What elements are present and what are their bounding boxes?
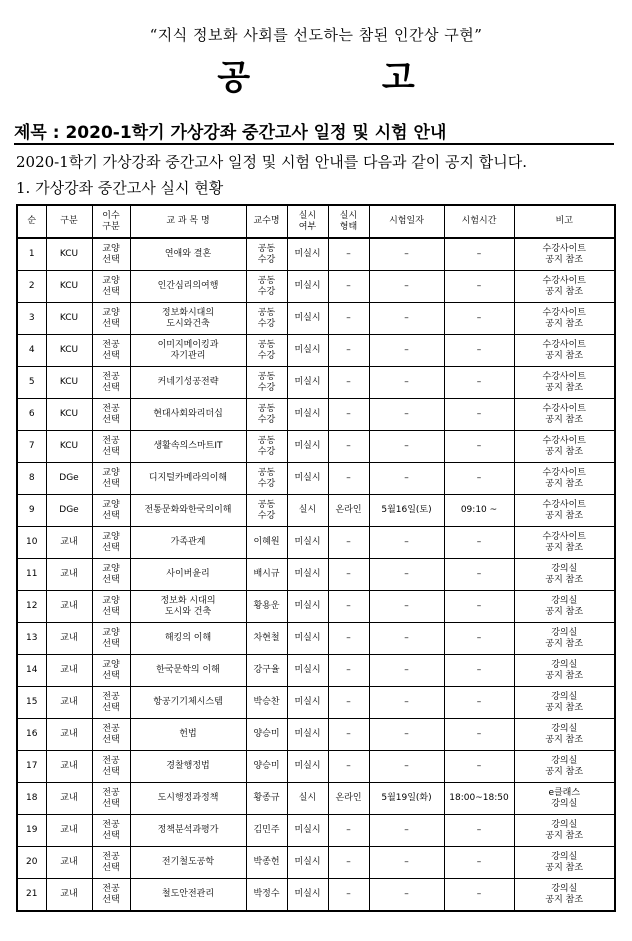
exam-schedule-table (16, 204, 616, 912)
row-held: 미실시 (287, 367, 328, 399)
row-form: – (328, 527, 369, 559)
row-number: 3 (17, 303, 46, 335)
row-date: – (369, 687, 444, 719)
row-professor: 황용운 (246, 591, 287, 623)
row-professor: 양승미 (246, 751, 287, 783)
row-professor: 양승미 (246, 719, 287, 751)
row-professor: 공동 수강 (246, 367, 287, 399)
row-form: – (328, 591, 369, 623)
row-professor: 공동 수강 (246, 399, 287, 431)
row-time: – (444, 847, 514, 879)
row-course-name: 가족관계 (130, 527, 246, 559)
row-date: – (369, 623, 444, 655)
title-divider (14, 143, 614, 145)
row-course-type: 교양 선택 (92, 271, 130, 303)
row-number: 5 (17, 367, 46, 399)
row-professor: 박정수 (246, 879, 287, 912)
row-form: – (328, 463, 369, 495)
row-number: 11 (17, 559, 46, 591)
row-time: – (444, 687, 514, 719)
row-category: KCU (46, 303, 92, 335)
row-course-name: 정보화시대의 도시와건축 (130, 303, 246, 335)
row-held: 미실시 (287, 847, 328, 879)
row-date: – (369, 559, 444, 591)
row-course-name: 디지털카메라의이해 (130, 463, 246, 495)
row-professor: 공동 수강 (246, 238, 287, 271)
row-form: – (328, 431, 369, 463)
table-row (17, 783, 615, 815)
row-time: – (444, 238, 514, 271)
row-held: 미실시 (287, 623, 328, 655)
row-course-type: 교양 선택 (92, 495, 130, 527)
row-number: 2 (17, 271, 46, 303)
row-number: 19 (17, 815, 46, 847)
row-category: 교내 (46, 815, 92, 847)
row-form: 온라인 (328, 783, 369, 815)
row-form: – (328, 719, 369, 751)
row-course-type: 교양 선택 (92, 527, 130, 559)
row-number: 16 (17, 719, 46, 751)
table-row (17, 623, 615, 655)
row-date: – (369, 719, 444, 751)
row-category: KCU (46, 271, 92, 303)
row-held: 미실시 (287, 431, 328, 463)
row-note: 수강사이트 공지 참조 (514, 495, 615, 527)
row-held: 미실시 (287, 655, 328, 687)
row-professor: 공동 수강 (246, 495, 287, 527)
row-number: 8 (17, 463, 46, 495)
row-course-type: 전공 선택 (92, 399, 130, 431)
row-note: e클래스 강의실 (514, 783, 615, 815)
row-time: – (444, 591, 514, 623)
row-course-type: 교양 선택 (92, 238, 130, 271)
row-note: 강의실 공지 참조 (514, 591, 615, 623)
row-date: – (369, 591, 444, 623)
row-form: – (328, 238, 369, 271)
row-professor: 공동 수강 (246, 463, 287, 495)
table-row (17, 271, 615, 303)
row-time: – (444, 399, 514, 431)
col-header-note: 비고 (514, 205, 615, 238)
row-held: 미실시 (287, 559, 328, 591)
row-course-type: 교양 선택 (92, 303, 130, 335)
row-category: 교내 (46, 655, 92, 687)
row-held: 실시 (287, 495, 328, 527)
row-number: 4 (17, 335, 46, 367)
row-course-type: 전공 선택 (92, 367, 130, 399)
row-course-name: 정보화 시대의 도시와 건축 (130, 591, 246, 623)
row-course-type: 교양 선택 (92, 559, 130, 591)
row-course-name: 연애와 결혼 (130, 238, 246, 271)
table-row (17, 879, 615, 912)
row-held: 미실시 (287, 751, 328, 783)
row-course-name: 정책분석과평가 (130, 815, 246, 847)
row-course-name: 도시행정과정책 (130, 783, 246, 815)
row-form: – (328, 879, 369, 912)
row-date: – (369, 463, 444, 495)
row-note: 수강사이트 공지 참조 (514, 431, 615, 463)
row-form: – (328, 271, 369, 303)
row-held: 미실시 (287, 591, 328, 623)
row-course-name: 항공기기체시스템 (130, 687, 246, 719)
row-time: – (444, 559, 514, 591)
row-category: 교내 (46, 687, 92, 719)
row-time: – (444, 879, 514, 912)
row-form: – (328, 335, 369, 367)
row-note: 수강사이트 공지 참조 (514, 463, 615, 495)
row-number: 6 (17, 399, 46, 431)
row-date: – (369, 367, 444, 399)
row-held: 미실시 (287, 687, 328, 719)
table-row (17, 431, 615, 463)
row-category: 교내 (46, 847, 92, 879)
row-professor: 이혜원 (246, 527, 287, 559)
row-note: 강의실 공지 참조 (514, 815, 615, 847)
row-time: – (444, 655, 514, 687)
table-row (17, 815, 615, 847)
row-professor: 강구율 (246, 655, 287, 687)
document-subject: 제목 : 2020-1학기 가상강좌 중간고사 일정 및 시험 안내 (14, 123, 447, 143)
row-category: DGe (46, 495, 92, 527)
row-category: 교내 (46, 591, 92, 623)
row-note: 수강사이트 공지 참조 (514, 271, 615, 303)
row-date: – (369, 879, 444, 912)
row-category: 교내 (46, 623, 92, 655)
row-course-name: 이미지메이킹과 자기관리 (130, 335, 246, 367)
row-course-name: 한국문학의 이해 (130, 655, 246, 687)
row-note: 강의실 공지 참조 (514, 559, 615, 591)
table-row (17, 495, 615, 527)
row-category: KCU (46, 367, 92, 399)
row-form: – (328, 815, 369, 847)
row-time: 18:00~18:50 (444, 783, 514, 815)
row-time: – (444, 751, 514, 783)
col-header-date: 시험일자 (369, 205, 444, 238)
row-number: 20 (17, 847, 46, 879)
row-note: 수강사이트 공지 참조 (514, 527, 615, 559)
row-course-name: 사이버윤리 (130, 559, 246, 591)
row-held: 미실시 (287, 879, 328, 912)
row-course-type: 교양 선택 (92, 623, 130, 655)
row-course-type: 전공 선택 (92, 847, 130, 879)
row-category: 교내 (46, 783, 92, 815)
row-professor: 박승찬 (246, 687, 287, 719)
table-row (17, 238, 615, 271)
table-row (17, 463, 615, 495)
row-held: 미실시 (287, 271, 328, 303)
row-time: – (444, 463, 514, 495)
row-held: 미실시 (287, 815, 328, 847)
row-held: 미실시 (287, 303, 328, 335)
row-number: 13 (17, 623, 46, 655)
row-course-name: 인간심리의여행 (130, 271, 246, 303)
row-course-type: 전공 선택 (92, 815, 130, 847)
row-course-type: 전공 선택 (92, 431, 130, 463)
row-held: 미실시 (287, 719, 328, 751)
row-professor: 차현철 (246, 623, 287, 655)
row-held: 미실시 (287, 238, 328, 271)
table-row (17, 719, 615, 751)
row-course-name: 전통문화와한국의이해 (130, 495, 246, 527)
row-course-name: 헌법 (130, 719, 246, 751)
row-date: – (369, 431, 444, 463)
row-category: 교내 (46, 751, 92, 783)
row-note: 수강사이트 공지 참조 (514, 335, 615, 367)
row-category: 교내 (46, 879, 92, 912)
row-date: – (369, 238, 444, 271)
row-course-name: 생활속의스마트IT (130, 431, 246, 463)
col-header-course-type: 이수 구분 (92, 205, 130, 238)
row-number: 7 (17, 431, 46, 463)
table-row (17, 751, 615, 783)
section-title: 1. 가상강좌 중간고사 실시 현황 (16, 179, 224, 197)
row-date: 5월19일(화) (369, 783, 444, 815)
table-row (17, 655, 615, 687)
row-date: – (369, 751, 444, 783)
table-row (17, 847, 615, 879)
row-form: – (328, 399, 369, 431)
row-category: 교내 (46, 527, 92, 559)
row-note: 수강사이트 공지 참조 (514, 399, 615, 431)
row-time: – (444, 815, 514, 847)
row-form: – (328, 303, 369, 335)
row-time: – (444, 719, 514, 751)
row-number: 9 (17, 495, 46, 527)
row-time: – (444, 335, 514, 367)
row-number: 21 (17, 879, 46, 912)
row-number: 18 (17, 783, 46, 815)
table-row (17, 687, 615, 719)
row-date: – (369, 335, 444, 367)
row-course-type: 전공 선택 (92, 783, 130, 815)
row-time: 09:10 ~ (444, 495, 514, 527)
row-course-name: 전기철도공학 (130, 847, 246, 879)
row-number: 12 (17, 591, 46, 623)
row-form: – (328, 559, 369, 591)
row-course-name: 현대사회와리더십 (130, 399, 246, 431)
row-form: – (328, 687, 369, 719)
row-professor: 배시규 (246, 559, 287, 591)
row-category: KCU (46, 431, 92, 463)
row-number: 1 (17, 238, 46, 271)
row-note: 강의실 공지 참조 (514, 655, 615, 687)
row-course-type: 전공 선택 (92, 719, 130, 751)
row-course-type: 전공 선택 (92, 687, 130, 719)
row-form: – (328, 367, 369, 399)
table-row (17, 367, 615, 399)
row-professor: 공동 수강 (246, 271, 287, 303)
row-course-type: 전공 선택 (92, 335, 130, 367)
table-row (17, 527, 615, 559)
row-number: 10 (17, 527, 46, 559)
row-note: 수강사이트 공지 참조 (514, 303, 615, 335)
row-note: 수강사이트 공지 참조 (514, 367, 615, 399)
slogan: “지식 정보화 사회를 선도하는 참된 인간상 구현” (149, 26, 483, 44)
row-time: – (444, 271, 514, 303)
row-number: 15 (17, 687, 46, 719)
table-row (17, 335, 615, 367)
row-course-type: 교양 선택 (92, 655, 130, 687)
row-date: – (369, 847, 444, 879)
row-date: – (369, 655, 444, 687)
col-header-professor: 교수명 (246, 205, 287, 238)
row-professor: 공동 수강 (246, 303, 287, 335)
row-time: – (444, 527, 514, 559)
row-held: 미실시 (287, 399, 328, 431)
row-date: – (369, 527, 444, 559)
row-category: 교내 (46, 559, 92, 591)
row-form: – (328, 847, 369, 879)
col-header-no: 순 (17, 205, 46, 238)
col-header-category: 구분 (46, 205, 92, 238)
row-time: – (444, 623, 514, 655)
row-note: 강의실 공지 참조 (514, 719, 615, 751)
row-form: – (328, 623, 369, 655)
table-row (17, 399, 615, 431)
row-held: 미실시 (287, 527, 328, 559)
row-note: 강의실 공지 참조 (514, 751, 615, 783)
row-number: 17 (17, 751, 46, 783)
row-note: 강의실 공지 참조 (514, 687, 615, 719)
table-body (17, 238, 615, 911)
row-category: KCU (46, 335, 92, 367)
row-course-type: 교양 선택 (92, 463, 130, 495)
row-professor: 공동 수강 (246, 431, 287, 463)
col-header-time: 시험시간 (444, 205, 514, 238)
row-note: 강의실 공지 참조 (514, 623, 615, 655)
row-date: 5월16일(토) (369, 495, 444, 527)
row-course-type: 교양 선택 (92, 591, 130, 623)
table-row (17, 559, 615, 591)
row-course-name: 철도안전관리 (130, 879, 246, 912)
table-row (17, 591, 615, 623)
intro-text: 2020-1학기 가상강좌 중간고사 일정 및 시험 안내를 다음과 같이 공지 합니다. (16, 153, 527, 171)
col-header-form: 실시 형태 (328, 205, 369, 238)
row-course-type: 전공 선택 (92, 879, 130, 912)
row-time: – (444, 303, 514, 335)
row-category: KCU (46, 399, 92, 431)
table-header-row (17, 205, 615, 238)
row-note: 수강사이트 공지 참조 (514, 238, 615, 271)
row-note: 강의실 공지 참조 (514, 847, 615, 879)
row-date: – (369, 815, 444, 847)
row-time: – (444, 367, 514, 399)
row-category: 교내 (46, 719, 92, 751)
row-number: 14 (17, 655, 46, 687)
row-form: 온라인 (328, 495, 369, 527)
table-row (17, 303, 615, 335)
row-course-name: 경찰행정법 (130, 751, 246, 783)
row-category: KCU (46, 238, 92, 271)
row-professor: 공동 수강 (246, 335, 287, 367)
row-form: – (328, 751, 369, 783)
row-professor: 황종규 (246, 783, 287, 815)
col-header-course-name: 교 과 목 명 (130, 205, 246, 238)
row-time: – (444, 431, 514, 463)
row-held: 미실시 (287, 463, 328, 495)
row-held: 미실시 (287, 335, 328, 367)
notice-heading: 공 고 (217, 58, 475, 98)
row-date: – (369, 271, 444, 303)
row-date: – (369, 303, 444, 335)
row-date: – (369, 399, 444, 431)
row-form: – (328, 655, 369, 687)
row-professor: 김민주 (246, 815, 287, 847)
row-held: 실시 (287, 783, 328, 815)
row-course-name: 해킹의 이해 (130, 623, 246, 655)
row-note: 강의실 공지 참조 (514, 879, 615, 912)
row-category: DGe (46, 463, 92, 495)
row-course-name: 커네기성공전략 (130, 367, 246, 399)
row-course-type: 전공 선택 (92, 751, 130, 783)
row-professor: 박종헌 (246, 847, 287, 879)
col-header-held: 실시 여부 (287, 205, 328, 238)
